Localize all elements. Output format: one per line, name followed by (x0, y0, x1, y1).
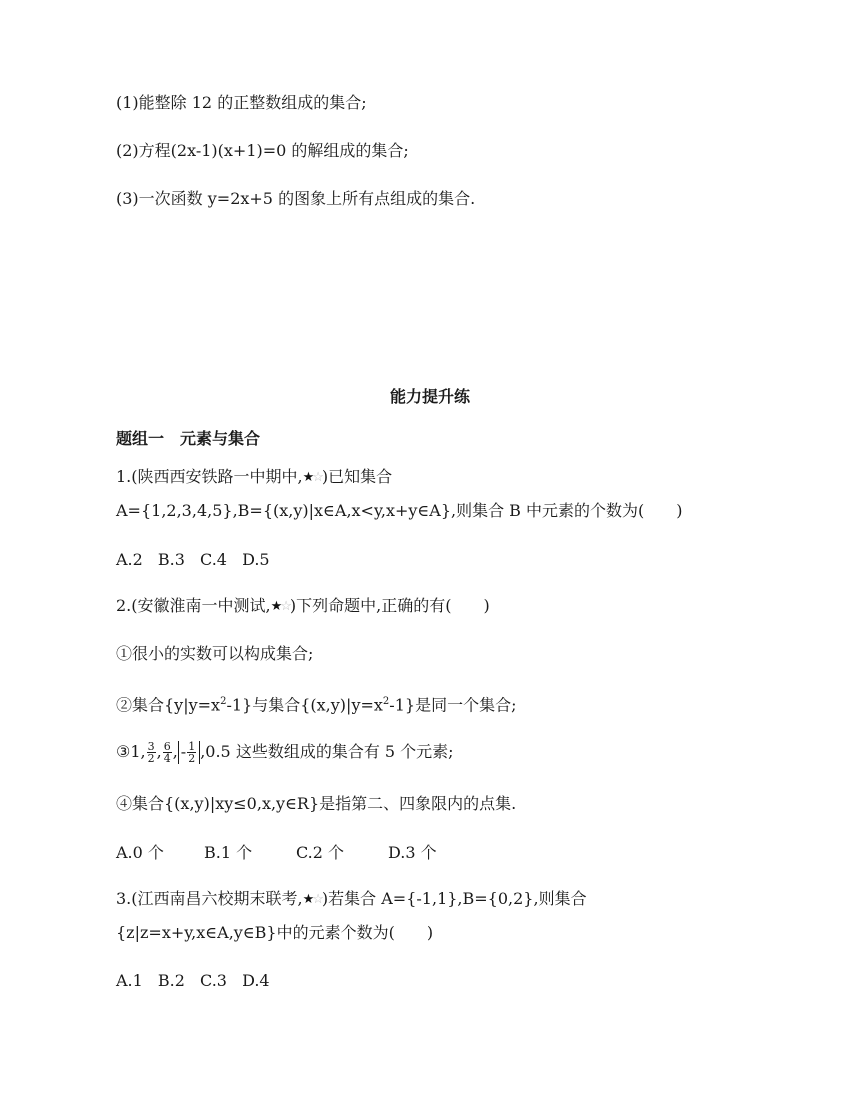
q2-option-a: A.0 个 (116, 843, 164, 862)
minus-sign: - (180, 742, 187, 761)
q1-head-after: )已知集合 (321, 467, 393, 486)
q2-s2-exponent-2: 2 (382, 696, 390, 707)
group-title: 题组一 元素与集合 (116, 429, 261, 448)
q2-statement-2 (116, 691, 516, 716)
q2-head-before: 2.(安徽淮南一中测试, (116, 596, 271, 615)
q3-option-b: B.2 (157, 971, 185, 990)
q2-s2-part-c: -1}是同一个集合; (389, 695, 517, 715)
q1-stem: A={1,2,3,4,5},B={(x,y)|x∈A,x<y,x+y∈A},则集合 B 中元素的个数为( ) (116, 501, 683, 520)
q2-option-b: B.1 个 (204, 843, 253, 862)
q2-s3-part-a: ③1, (116, 742, 146, 761)
q3-options (116, 970, 270, 992)
q2-s2-part-a: ②集合{y|y=x (116, 695, 221, 715)
fraction-numerator: 3 (147, 740, 155, 753)
q3-option-d: D.4 (242, 971, 270, 990)
q3-head-before: 3.(江西南昌六校期末联考, (116, 889, 303, 908)
intro-item-3: (3)一次函数 y=2x+5 的图象上所有点组成的集合. (116, 189, 476, 208)
difficulty-star-icon: ★☆ (270, 599, 290, 614)
fraction-1-2 (187, 741, 196, 764)
section-title: 能力提升练 (389, 387, 470, 406)
q2-option-d: D.3 个 (388, 843, 437, 862)
fraction-6-4 (163, 741, 172, 764)
q3-head (116, 888, 587, 911)
q2-options (116, 842, 437, 864)
q2-s3-part-b: ,0.5 这些数组成的集合有 5 个元素; (200, 742, 454, 761)
q1-option-d: D.5 (242, 550, 270, 569)
difficulty-star-icon: ★☆ (302, 470, 322, 485)
q2-s2-exponent-1: 2 (220, 696, 227, 707)
q2-s2-part-b: -1}与集合{(x,y)|y=x (226, 695, 383, 715)
fraction-3-2 (147, 741, 156, 764)
q2-option-c: C.2 个 (296, 843, 345, 862)
q3-option-c: C.3 (200, 971, 227, 990)
q1-head-before: 1.(陕西西安铁路一中期中, (116, 467, 303, 486)
q2-statement-3: ③1, $\frac{3}{2}$ , $\frac{6}{4}$ , - $\frac{1}{2}$ ,0.5 这些数组成的集合有 5 个元素; (116, 740, 454, 765)
q2-head-after: )下列命题中,正确的有( ) (289, 596, 490, 615)
q2-statement-1: ①很小的实数可以构成集合; (116, 644, 314, 663)
q3-option-a: A.1 (116, 971, 143, 990)
fraction-denominator: 2 (147, 752, 155, 765)
fraction-numerator: 6 (163, 740, 171, 753)
fraction-denominator: 2 (188, 752, 196, 765)
fraction-numerator: 1 (188, 740, 196, 753)
intro-item-2: (2)方程(2x-1)(x+1)=0 的解组成的集合; (116, 141, 409, 160)
difficulty-star-icon: ★☆ (302, 892, 322, 907)
q3-stem: {z|z=x+y,x∈A,y∈B}中的元素个数为( ) (116, 923, 434, 942)
q2-statement-4: ④集合{(x,y)|xy≤0,x,y∈R}是指第二、四象限内的点集. (116, 794, 517, 813)
absolute-value (178, 741, 200, 764)
q3-head-after: )若集合 A={-1,1},B={0,2},则集合 (321, 889, 587, 908)
q1-options (116, 549, 270, 571)
intro-item-1: (1)能整除 12 的正整数组成的集合; (116, 93, 367, 112)
q1-head (116, 466, 392, 489)
q1-option-a: A.2 (116, 550, 143, 569)
q1-option-c: C.4 (200, 550, 227, 569)
fraction-denominator: 4 (163, 752, 171, 765)
q1-option-b: B.3 (157, 550, 185, 569)
q2-head (116, 595, 490, 618)
